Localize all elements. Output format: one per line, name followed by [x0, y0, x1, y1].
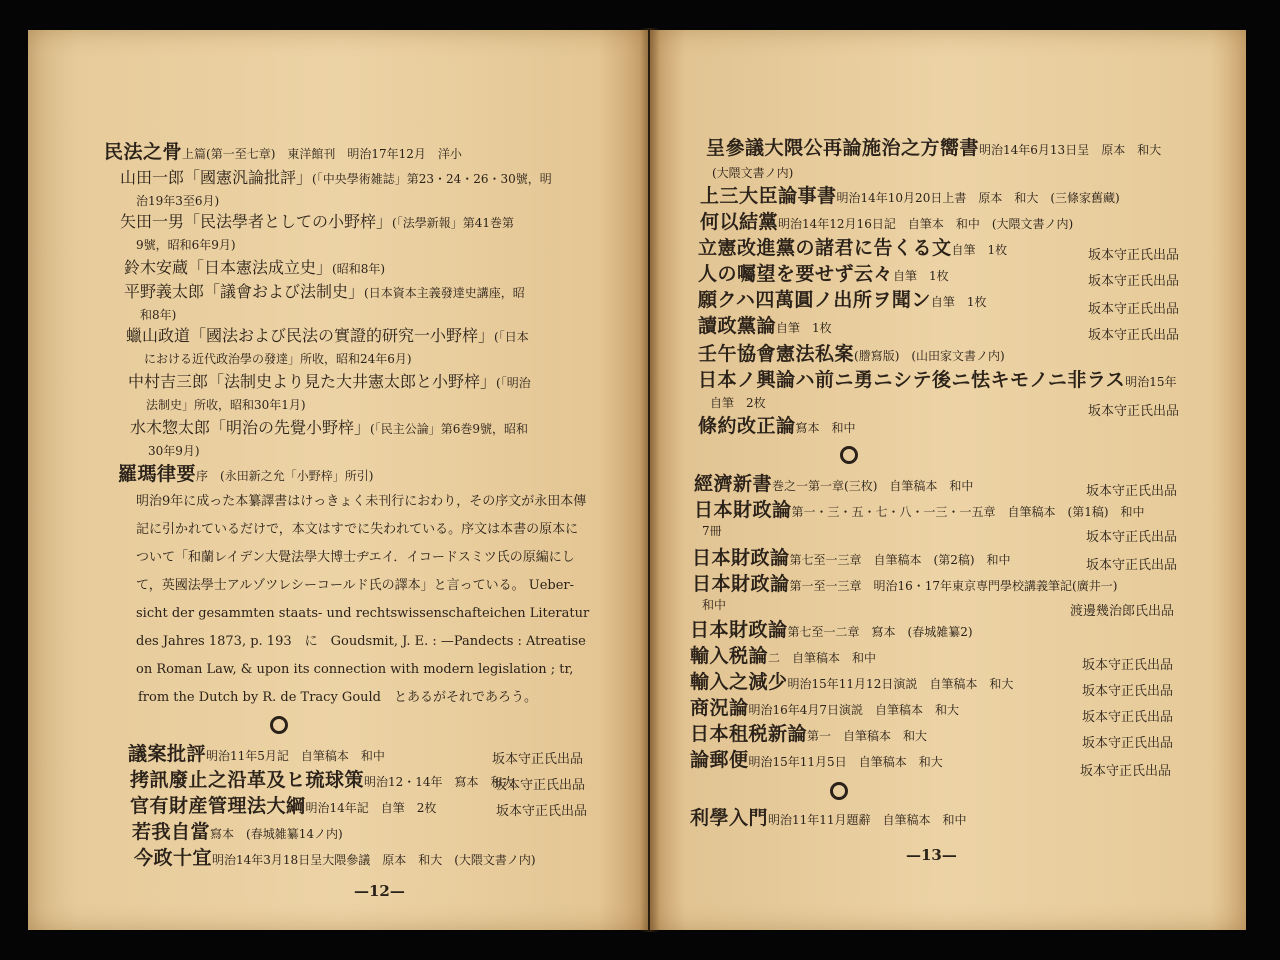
item-line: 壬午協會憲法私案(謄寫版) (山田家文書ノ内)	[698, 343, 1005, 365]
page-number-left: —12—	[354, 882, 405, 900]
owner-label: 坂本守正氏出品	[1082, 736, 1174, 751]
entry-line: 羅瑪律要序 (永田新之允「小野梓」所引)	[118, 463, 374, 485]
paragraph-line: ついて「和蘭レイデン大覺法學大博士ヂエイ．イコードスミツ氏の原編にし	[136, 550, 575, 565]
item-line: 日本ノ興論ハ前ニ勇ニシテ後ニ怯キモノニ非ラス明治15年	[698, 369, 1177, 391]
owner-label: 坂本守正氏出品	[1086, 558, 1178, 573]
owner-label: 坂本守正氏出品	[1088, 328, 1180, 343]
section-separator-circle	[830, 782, 848, 800]
paragraph-line: て，英國法學士アルゾツレシーコールド氏の譯本」と言っている。 Ueber-	[136, 578, 575, 593]
owner-label: 坂本守正氏出品	[1088, 404, 1180, 419]
entry-line: 法制史」所收，昭和30年1月)	[146, 398, 306, 412]
paragraph-line: sicht der gesammten staats- und rechtswissenschafteichen Literatur	[136, 606, 590, 621]
item-line: 讀政黨論自筆 1枚	[698, 315, 832, 337]
item-line: 呈參議大隈公再論施治之方嚮書明治14年6月13日呈 原本 和大	[706, 137, 1162, 159]
item-line: 輸入税論二 自筆稿本 和中	[690, 645, 877, 667]
owner-label: 坂本守正氏出品	[1082, 684, 1174, 699]
section-separator-circle	[840, 446, 858, 464]
owner-label: 坂本守正氏出品	[1086, 530, 1178, 545]
item-line: 經濟新書巻之一第一章(三枚) 自筆稿本 和中	[694, 473, 974, 495]
owner-label: 坂本守正氏出品	[494, 778, 586, 793]
paragraph-line: 記に引かれているだけで，本文はすでに失われている。序文は本書の原本に	[136, 522, 579, 537]
entry-line: 和8年)	[140, 308, 177, 322]
owner-label: 坂本守正氏出品	[496, 804, 588, 819]
paragraph-line: 明治9年に成った本纂譯書はけっきょく未刊行におわり，その序文が永田本傳	[136, 494, 587, 509]
item-line: 自筆 2枚	[710, 396, 766, 410]
entry-line: 9號，昭和6年9月)	[136, 238, 236, 252]
section-separator-circle	[270, 716, 288, 734]
item-line: 商況論明治16年4月7日演説 自筆稿本 和大	[690, 697, 960, 719]
item-line: 和中	[702, 598, 727, 612]
entry-line: 民法之骨上篇(第一至七章) 東洋館刊 明治17年12月 洋小	[104, 141, 462, 163]
item-line: 日本財政論第七至一二章 寫本 (春城雑纂2)	[690, 619, 973, 641]
page-number-right: —13—	[906, 846, 957, 864]
owner-label: 坂本守正氏出品	[1082, 658, 1174, 673]
item-line: 論郵便明治15年11月5日 自筆稿本 和大	[690, 749, 943, 771]
entry-line: 山田一郎「國憲汎論批評」(「中央學術雑誌」第23・24・26・30號，明	[120, 168, 552, 187]
entry-line: 治19年3至6月)	[136, 194, 220, 208]
item-line: 立憲改進黨の諸君に告くる文自筆 1枚	[698, 237, 1008, 259]
item-line: 拷訊廢止之沿革及ヒ琉球策明治12・14年 寫本 和大	[130, 769, 515, 791]
owner-label: 渡邊幾治郎氏出品	[1070, 604, 1175, 619]
item-line: 若我自當寫本 (春城雑纂14ノ内)	[132, 821, 343, 843]
paragraph-line: from the Dutch by R. de Tracy Gould とあるがそれであろう。	[138, 690, 537, 705]
item-line: 7冊	[702, 524, 722, 538]
item-line: 日本財政論第一至一三章 明治16・17年東京専門學校講義筆記(廣井一)	[692, 573, 1118, 595]
entry-line: 平野義太郎「議會および法制史」(日本資本主義發達史講座，昭	[124, 282, 525, 301]
entry-line: 水木惣太郎「明治の先覺小野梓」(「民主公論」第6巻9號，昭和	[130, 418, 528, 437]
entry-line: 中村吉三郎「法制史より見た大井憲太郎と小野梓」(「明治	[128, 372, 531, 391]
owner-label: 坂本守正氏出品	[1088, 274, 1180, 289]
book-spine	[640, 28, 660, 932]
item-line: 上三大臣論事書明治14年10月20日上書 原本 和大 (三條家舊藏)	[700, 185, 1120, 207]
owner-label: 坂本守正氏出品	[1082, 710, 1174, 725]
owner-label: 坂本守正氏出品	[1088, 248, 1180, 263]
paragraph-line: des Jahres 1873, p. 193 に Goudsmit, J. E. : —Pandects : Atreatise	[136, 634, 586, 649]
entry-line: 矢田一男「民法學者としての小野梓」(「法學新報」第41巻第	[120, 212, 514, 231]
item-line: 官有財産管理法大綱明治14年記 自筆 2枚	[130, 795, 437, 817]
paragraph-line: on Roman Law, & upon its connection with modern legislation ; tr,	[136, 662, 574, 677]
owner-label: 坂本守正氏出品	[1088, 302, 1180, 317]
item-line: 願クハ四萬圓ノ出所ヲ聞ン自筆 1枚	[698, 289, 987, 311]
item-line: 日本財政論第七至一三章 自筆稿本 (第2稿) 和中	[692, 547, 1011, 569]
owner-label: 坂本守正氏出品	[1080, 764, 1172, 779]
item-line: 利學入門明治11年11月題辭 自筆稿本 和中	[690, 807, 967, 829]
entry-line: 鈴木安蔵「日本憲法成立史」(昭和8年)	[124, 258, 386, 277]
entry-line: における近代政治學の發達」所收，昭和24年6月)	[144, 352, 412, 366]
item-line: 今政十宜明治14年3月18日呈大隈參議 原本 和大 (大隈文書ノ内)	[134, 847, 536, 869]
item-line: (大隈文書ノ内)	[712, 166, 794, 180]
entry-line: 蠟山政道「國法および民法の實證的研究一小野梓」(「日本	[126, 326, 529, 345]
item-line: 人の囑望を要せず云々自筆 1枚	[698, 263, 949, 285]
entry-line: 30年9月)	[148, 444, 200, 458]
item-line: 條約改正論寫本 和中	[698, 415, 856, 437]
item-line: 輸入之減少明治15年11月12日演説 自筆稿本 和大	[690, 671, 1014, 693]
item-line: 何以結黨明治14年12月16日記 自筆本 和中 (大隈文書ノ内)	[700, 211, 1074, 233]
item-line: 日本租税新論第一 自筆稿本 和大	[690, 723, 928, 745]
owner-label: 坂本守正氏出品	[1086, 484, 1178, 499]
item-line: 日本財政論第一・三・五・七・八・一三・一五章 自筆稿本 (第1稿) 和中	[694, 499, 1145, 521]
item-line: 議案批評明治11年5月記 自筆稿本 和中	[128, 743, 385, 765]
owner-label: 坂本守正氏出品	[492, 752, 584, 767]
